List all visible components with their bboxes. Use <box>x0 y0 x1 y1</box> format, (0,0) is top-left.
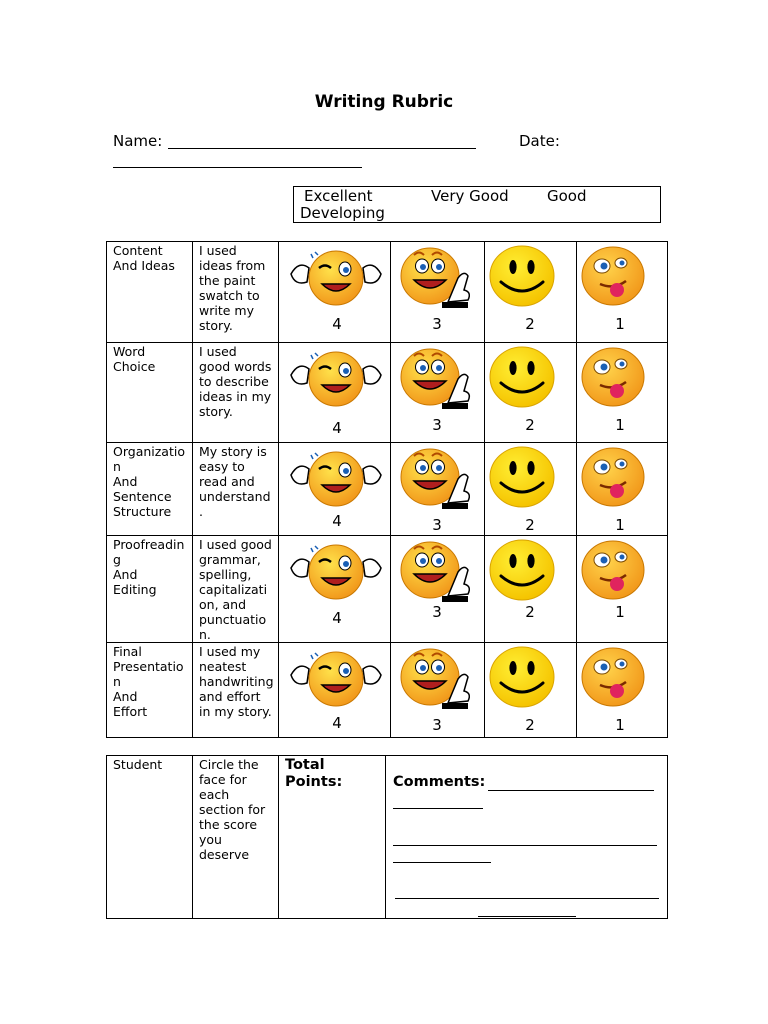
category-label: Content And Ideas <box>113 243 175 273</box>
criteria-description: I used good grammar, spelling, capitalizati on, and punctuatio n. <box>199 537 272 642</box>
score-number: 4 <box>332 714 342 732</box>
page-title: Writing Rubric <box>314 92 454 112</box>
score-number: 3 <box>432 315 442 333</box>
instructions-text: Circle the face for each section for the score you deserve <box>199 757 266 862</box>
score-number: 1 <box>615 315 625 333</box>
score-number: 2 <box>525 416 535 434</box>
legend-excellent: Excellent <box>304 187 373 205</box>
score-number: 2 <box>525 315 535 333</box>
score-number: 3 <box>432 416 442 434</box>
criteria-description: I used good words to describe ideas in my story. <box>199 344 272 419</box>
comments-line-2b[interactable] <box>393 862 491 863</box>
score-number: 2 <box>525 516 535 534</box>
legend-good: Good <box>547 187 587 205</box>
score-number: 4 <box>332 419 342 437</box>
score-number: 4 <box>332 315 342 333</box>
comments-line-1[interactable] <box>488 790 654 791</box>
score-number: 2 <box>525 603 535 621</box>
legend-very-good: Very Good <box>431 187 509 205</box>
criteria-description: My story is easy to read and understand . <box>199 444 271 519</box>
legend-developing: Developing <box>300 204 385 222</box>
category-label: Final Presentatio n And Effort <box>113 644 184 719</box>
score-number: 3 <box>432 516 442 534</box>
student-label: Student <box>113 757 163 772</box>
total-points-label: Total Points: <box>285 757 343 790</box>
score-number: 1 <box>615 516 625 534</box>
category-label: Word Choice <box>113 344 156 374</box>
comments-label: Comments: <box>393 774 486 790</box>
comments-line-1b[interactable] <box>393 808 483 809</box>
score-number: 1 <box>615 716 625 734</box>
comments-line-2[interactable] <box>393 845 657 846</box>
name-label: Name: <box>113 132 163 150</box>
comments-line-3[interactable] <box>395 898 659 899</box>
score-number: 3 <box>432 603 442 621</box>
category-label: Proofreadin g And Editing <box>113 537 185 597</box>
category-label: Organizatio n And Sentence Structure <box>113 444 185 519</box>
score-number: 1 <box>615 416 625 434</box>
score-number: 2 <box>525 716 535 734</box>
criteria-description: I used my neatest handwriting and effort in my story. <box>199 644 274 719</box>
score-number: 4 <box>332 512 342 530</box>
score-number: 1 <box>615 603 625 621</box>
criteria-description: I used ideas from the paint swatch to write my story. <box>199 243 266 333</box>
date-label: Date: <box>519 132 560 150</box>
score-number: 4 <box>332 609 342 627</box>
comments-line-3b[interactable] <box>478 916 576 917</box>
score-number: 3 <box>432 716 442 734</box>
